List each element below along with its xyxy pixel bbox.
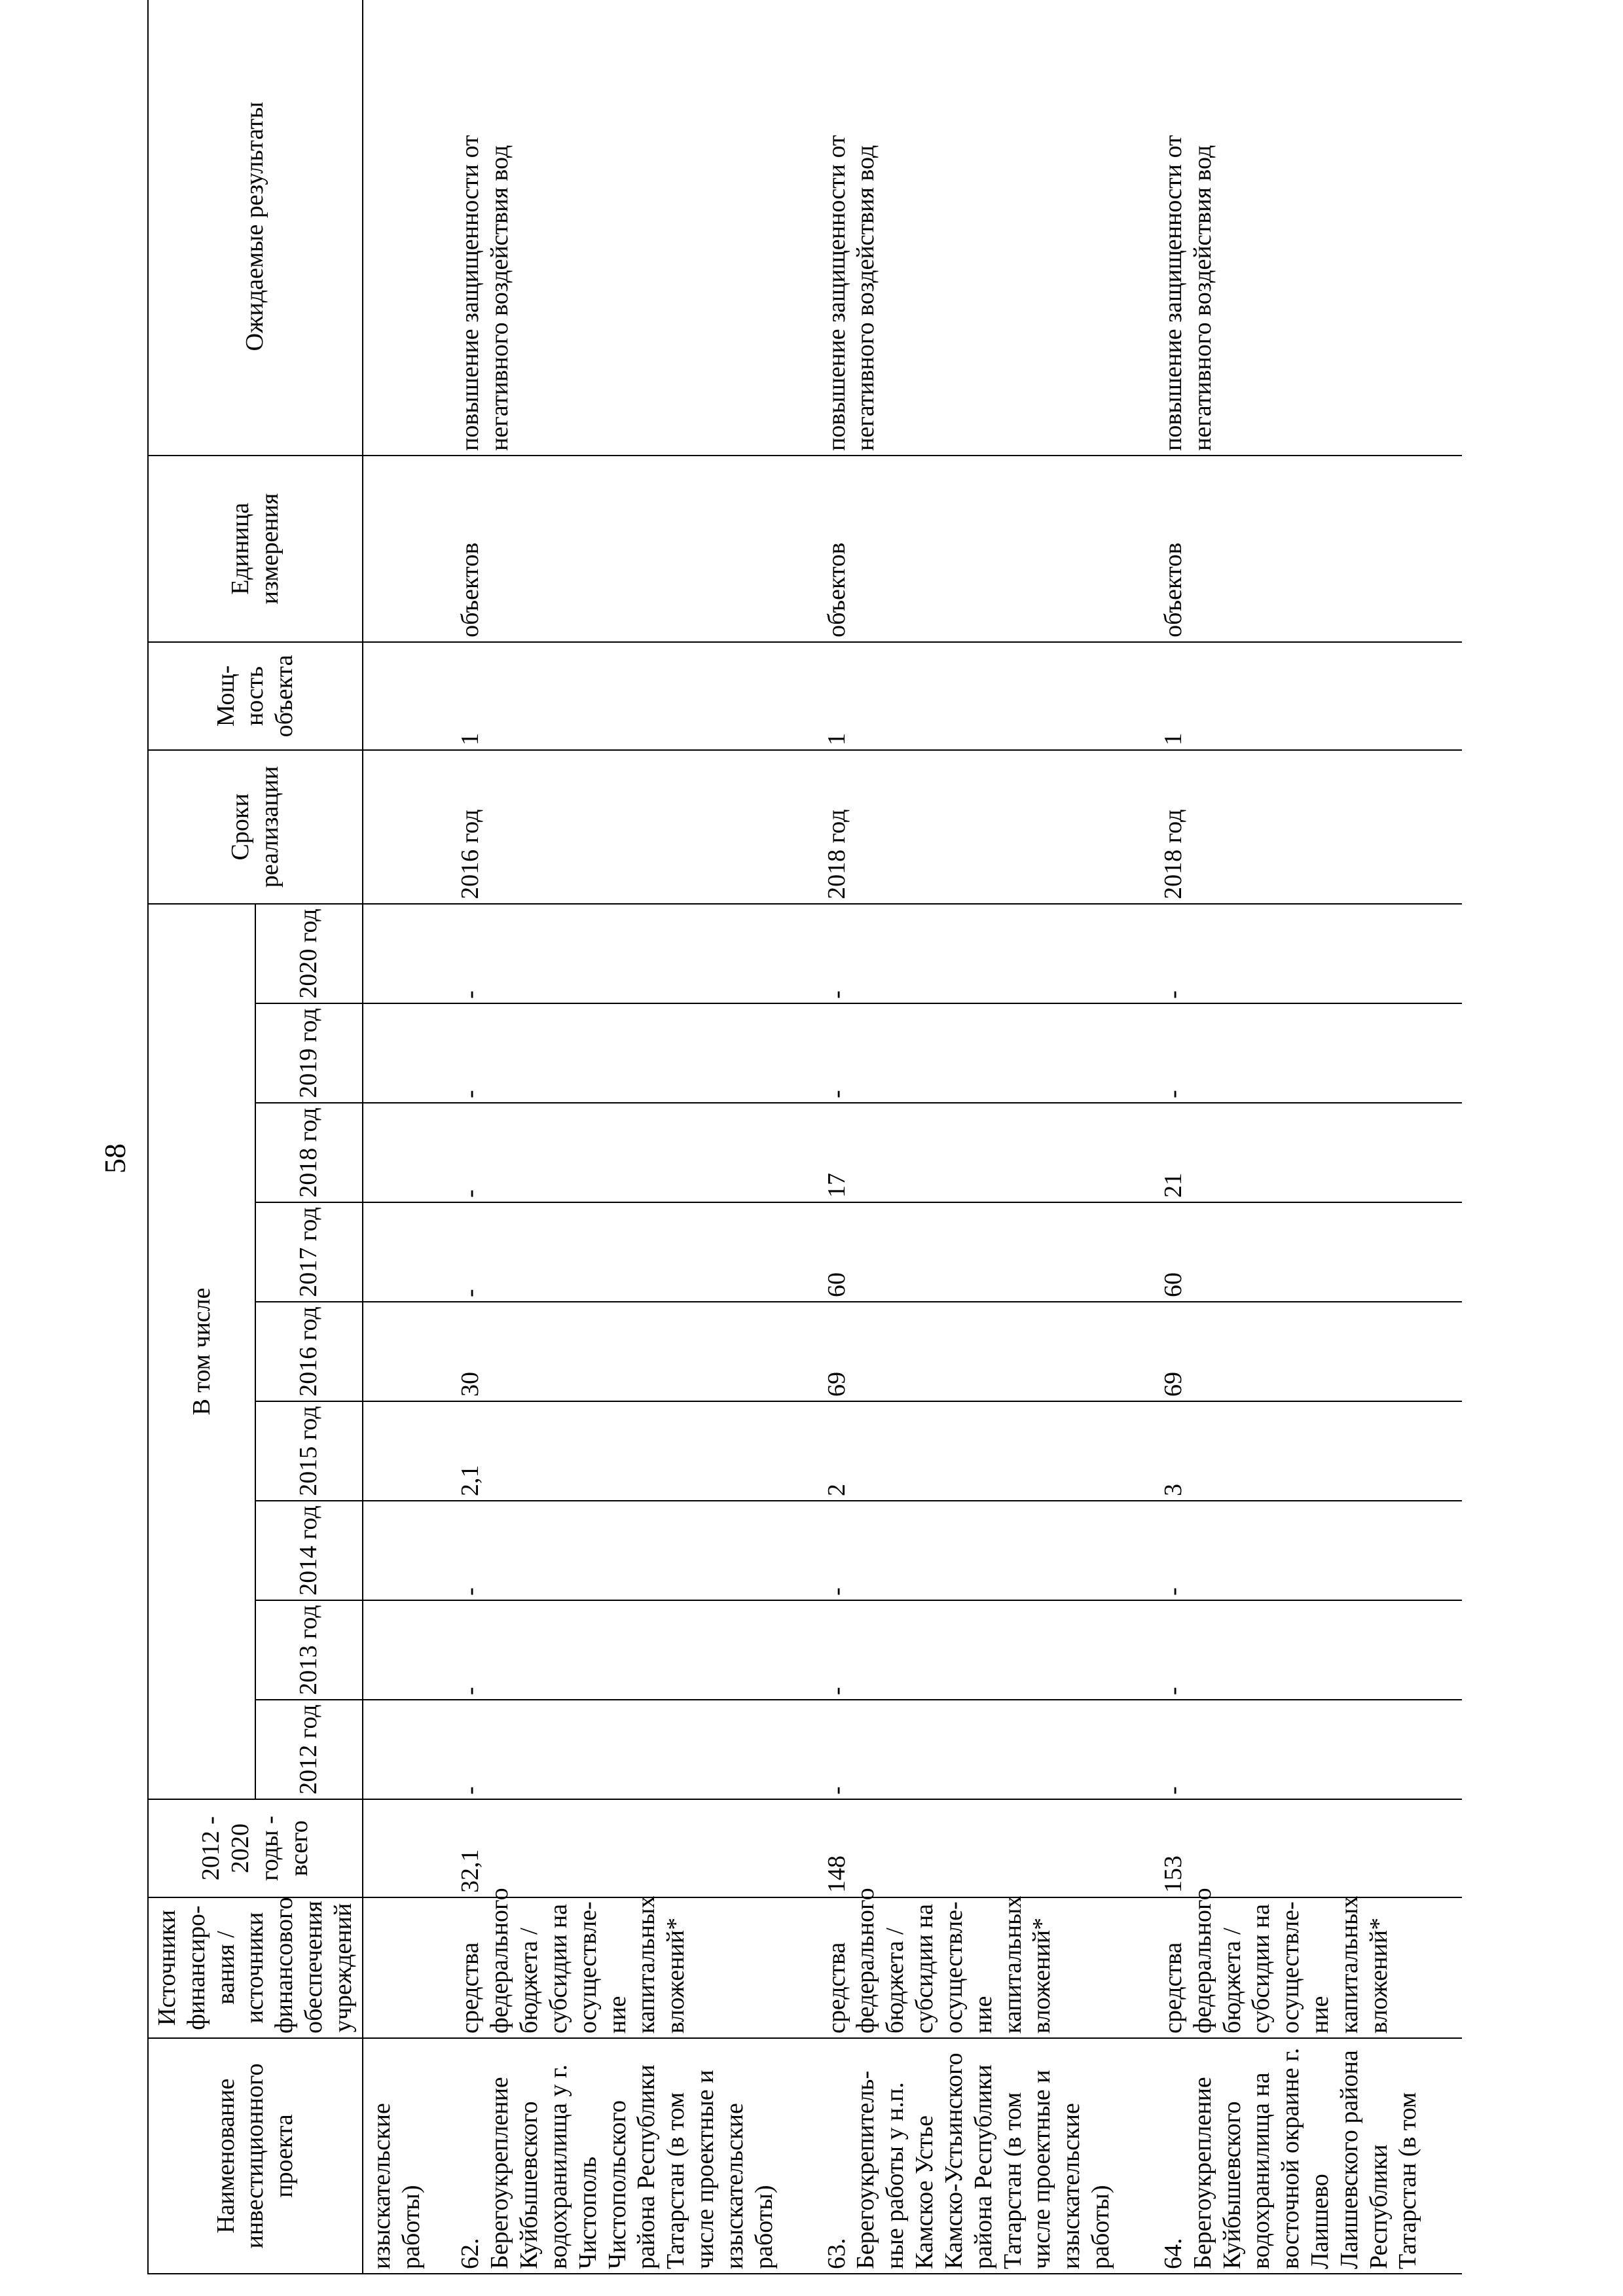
- header-power: Мощ-ность объекта: [148, 642, 363, 750]
- header-row-1: [148, 0, 255, 2274]
- header-year: 2014 год: [255, 1501, 363, 1600]
- header-year: 2015 год: [255, 1401, 363, 1501]
- unit-value: объектов: [452, 456, 818, 642]
- year-value: 60: [818, 1202, 1155, 1302]
- year-value: -: [1155, 904, 1462, 1003]
- year-value: -: [1155, 1501, 1462, 1600]
- table-row: [1155, 0, 1462, 2274]
- investment-projects-table: [147, 0, 1462, 2274]
- header-total: 2012 - 2020 годы - всего: [148, 1799, 363, 1897]
- power-value: 1: [1155, 642, 1462, 750]
- year-value: -: [452, 904, 818, 1003]
- year-value: -: [452, 1003, 818, 1103]
- year-value: 69: [818, 1302, 1155, 1401]
- project-name: Берегоукрепитель-ные работы у н.п. Камское Устье Камско-Устьинского района Республики Татарстан (в том числе проектные и изыскательские работы): [852, 2053, 1115, 2269]
- year-value: 2: [818, 1401, 1155, 1501]
- header-results: Ожидаемые результаты: [148, 0, 363, 456]
- year-value: -: [818, 1003, 1155, 1103]
- header-year: 2019 год: [255, 1003, 363, 1103]
- header-year: 2013 год: [255, 1600, 363, 1700]
- funding-source: средства федерального бюджета / субсидии на осуществле-ние капитальных вложений*: [452, 1897, 818, 2038]
- year-value: 2,1: [452, 1401, 818, 1501]
- project-name-cell: [1155, 2038, 1462, 2274]
- year-value: -: [452, 1202, 818, 1302]
- total-value: 148: [818, 1799, 1155, 1897]
- project-name: Берегоукрепление Куйбышевского водохранилища у г. Чистополь Чистопольского района Республики Татарстан (в том числе проектные и изыскательские работы): [486, 2064, 778, 2269]
- unit-value: объектов: [818, 456, 1155, 642]
- project-name-cell: [818, 2038, 1155, 2274]
- year-value: 60: [1155, 1202, 1462, 1302]
- year-value: -: [1155, 1600, 1462, 1700]
- year-value: 21: [1155, 1103, 1462, 1202]
- year-value: -: [452, 1700, 818, 1799]
- result-value: повышение защищенности от негативного воздействия вод: [1155, 0, 1462, 456]
- header-unit: Единица измерения: [148, 456, 363, 642]
- funding-source: средства федерального бюджета / субсидии на осуществле-ние капитальных вложений*: [818, 1897, 1155, 2038]
- power-value: 1: [818, 642, 1155, 750]
- header-term: Сроки реализации: [148, 750, 363, 904]
- header-year: 2018 год: [255, 1103, 363, 1202]
- project-name-cell: [452, 2038, 818, 2274]
- row-number: 64.: [1159, 2238, 1187, 2269]
- year-value: 69: [1155, 1302, 1462, 1401]
- unit-value: объектов: [1155, 456, 1462, 642]
- header-name: Наименование инвестиционного проекта: [148, 2038, 363, 2274]
- year-value: 17: [818, 1103, 1155, 1202]
- year-value: 3: [1155, 1401, 1462, 1501]
- page-number: 58: [98, 1143, 132, 1174]
- row-number: 62.: [456, 2238, 484, 2269]
- total-value: 153: [1155, 1799, 1462, 1897]
- year-value: -: [818, 904, 1155, 1003]
- year-value: -: [452, 1501, 818, 1600]
- header-year: 2012 год: [255, 1700, 363, 1799]
- power-value: 1: [452, 642, 818, 750]
- term-value: 2016 год: [452, 750, 818, 904]
- year-value: -: [452, 1600, 818, 1700]
- header-year: 2016 год: [255, 1302, 363, 1401]
- continuation-row: [363, 0, 452, 2274]
- year-value: -: [818, 1501, 1155, 1600]
- term-value: 2018 год: [1155, 750, 1462, 904]
- project-name: Берегоукрепление Куйбышевского водохранилища на восточной окраине г. Лаишево Лаишевского района Республики Татарстан (в том: [1188, 2047, 1422, 2269]
- total-value: 32,1: [452, 1799, 818, 1897]
- result-value: повышение защищенности от негативного воздействия вод: [452, 0, 818, 456]
- year-value: -: [818, 1600, 1155, 1700]
- rotated-table-sheet: [147, 101, 1588, 2274]
- row-number: 63.: [822, 2238, 850, 2269]
- continuation-name: изыскательские работы): [363, 2038, 452, 2274]
- header-including: В том числе: [148, 904, 255, 1799]
- header-year: 2020 год: [255, 904, 363, 1003]
- year-value: -: [1155, 1003, 1462, 1103]
- result-value: повышение защищенности от негативного воздействия вод: [818, 0, 1155, 456]
- year-value: -: [1155, 1700, 1462, 1799]
- table-row: [818, 0, 1155, 2274]
- term-value: 2018 год: [818, 750, 1155, 904]
- year-value: -: [818, 1700, 1155, 1799]
- funding-source: средства федерального бюджета / субсидии на осуществле-ние капитальных вложений*: [1155, 1897, 1462, 2038]
- table-row: [452, 0, 818, 2274]
- header-sources: Источники финансиро-вания / источники финансового обеспечения учреждений: [148, 1897, 363, 2038]
- year-value: 30: [452, 1302, 818, 1401]
- year-value: -: [452, 1103, 818, 1202]
- header-year: 2017 год: [255, 1202, 363, 1302]
